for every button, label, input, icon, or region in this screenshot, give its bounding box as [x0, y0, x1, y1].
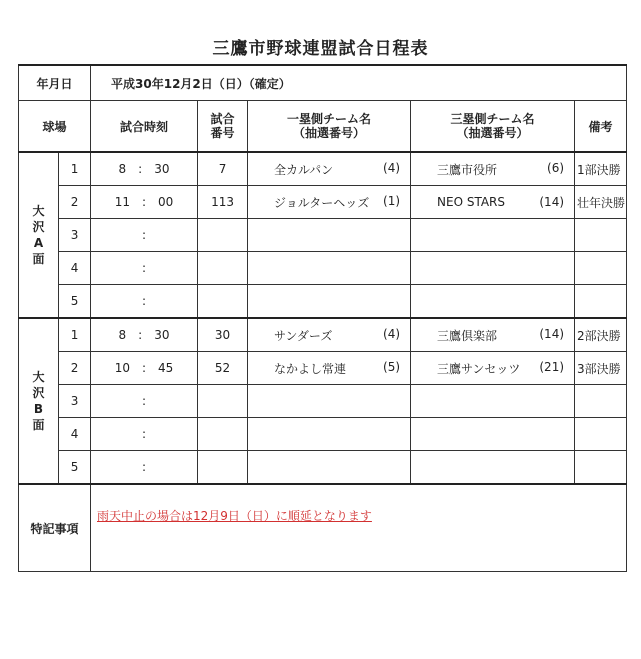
time-hour: 8	[118, 162, 127, 176]
third-base-team	[411, 352, 575, 385]
venue-char: B	[33, 402, 44, 416]
third-base-team	[411, 318, 575, 352]
row-number: 4	[59, 418, 91, 451]
remarks: 3部決勝	[575, 352, 627, 385]
time-hour: 8	[118, 328, 127, 342]
third-base-team	[411, 418, 575, 451]
table-row	[19, 152, 627, 186]
time-hour: 11	[114, 195, 130, 209]
row-number: 5	[59, 285, 91, 319]
team-name: ジョルターヘッズ	[274, 195, 370, 210]
row-number: 1	[59, 152, 91, 186]
header-time: 試合時刻	[91, 101, 198, 153]
team-name: なかよし常連	[274, 361, 347, 376]
team-name: 三鷹倶楽部	[437, 328, 498, 343]
game-time	[91, 285, 198, 319]
header-first-team	[248, 101, 411, 153]
page-title: 三鷹市野球連盟試合日程表	[212, 39, 429, 59]
date-row	[19, 65, 627, 101]
team-name: NEO STARS	[437, 195, 506, 209]
schedule-table	[18, 64, 627, 572]
row-number: 3	[59, 219, 91, 252]
table-row	[19, 186, 627, 219]
header-remarks: 備考	[575, 101, 627, 153]
notes-text: 雨天中止の場合は12月9日（日）に順延となります	[91, 484, 627, 572]
remarks: 1部決勝	[575, 152, 627, 186]
time-separator: :	[138, 328, 143, 342]
table-row	[19, 451, 627, 485]
time-minute: 45	[158, 361, 174, 375]
game-number	[198, 451, 248, 485]
game-number: 113	[198, 186, 248, 219]
first-base-team	[248, 285, 411, 319]
table-row	[19, 418, 627, 451]
remarks	[575, 285, 627, 319]
draw-number: (14)	[539, 326, 565, 341]
venue-char: A	[33, 236, 44, 250]
header-third-team-line2: （抽選番号）	[456, 126, 529, 140]
header-venue: 球場	[19, 101, 91, 153]
header-first-team-line2: （抽選番号）	[293, 126, 366, 140]
game-time	[91, 186, 198, 219]
game-time	[91, 352, 198, 385]
remarks: 壮年決勝	[575, 186, 627, 219]
game-time	[91, 318, 198, 352]
draw-number: (1)	[383, 193, 401, 208]
date-value: 平成30年12月2日（日）（確定）	[91, 65, 627, 101]
third-base-team	[411, 186, 575, 219]
remarks	[575, 385, 627, 418]
header-game-no-line2: 番号	[210, 126, 235, 140]
time-separator: :	[141, 195, 147, 209]
row-number: 1	[59, 318, 91, 352]
time-separator: :	[141, 427, 147, 441]
game-number: 30	[198, 318, 248, 352]
draw-number: (5)	[383, 359, 401, 374]
first-base-team	[248, 252, 411, 285]
draw-number: (4)	[383, 326, 401, 341]
table-row	[19, 285, 627, 319]
venue-char: 沢	[32, 386, 45, 400]
time-separator: :	[141, 228, 147, 242]
time-minute: 30	[154, 328, 170, 342]
venue-char: 大	[32, 370, 45, 384]
notes-row	[19, 484, 627, 572]
time-separator: :	[141, 261, 147, 275]
game-number: 52	[198, 352, 248, 385]
date-label: 年月日	[19, 65, 91, 101]
venue-char: 大	[32, 204, 45, 218]
game-number	[198, 385, 248, 418]
time-separator: :	[141, 460, 147, 474]
table-row	[19, 385, 627, 418]
remarks	[575, 418, 627, 451]
time-separator: :	[141, 361, 147, 375]
team-name: 三鷹サンセッツ	[437, 361, 521, 376]
third-base-team	[411, 219, 575, 252]
game-time	[91, 252, 198, 285]
game-number: 7	[198, 152, 248, 186]
game-time	[91, 385, 198, 418]
remarks: 2部決勝	[575, 318, 627, 352]
draw-number: (4)	[383, 160, 401, 175]
table-row	[19, 318, 627, 352]
venue-char: 沢	[32, 220, 45, 234]
time-minute: 00	[158, 195, 174, 209]
game-number	[198, 285, 248, 319]
first-base-team	[248, 352, 411, 385]
remarks	[575, 451, 627, 485]
team-name: 全カルパン	[274, 162, 334, 177]
table-row	[19, 352, 627, 385]
third-base-team	[411, 285, 575, 319]
first-base-team	[248, 451, 411, 485]
game-time	[91, 152, 198, 186]
game-time	[91, 451, 198, 485]
time-separator: :	[141, 394, 147, 408]
row-number: 2	[59, 186, 91, 219]
table-row	[19, 252, 627, 285]
time-separator: :	[138, 162, 143, 176]
table-row	[19, 219, 627, 252]
venue-name-a	[19, 152, 59, 318]
third-base-team	[411, 385, 575, 418]
team-name: 三鷹市役所	[437, 162, 498, 177]
first-base-team	[248, 186, 411, 219]
time-separator: :	[141, 294, 147, 308]
row-number: 5	[59, 451, 91, 485]
notes-label: 特記事項	[19, 484, 91, 572]
remarks	[575, 252, 627, 285]
row-number: 4	[59, 252, 91, 285]
header-game-no	[198, 101, 248, 153]
row-number: 2	[59, 352, 91, 385]
venue-char: 面	[32, 418, 45, 432]
header-first-team-line1: 一塁側チーム名	[287, 112, 372, 126]
third-base-team	[411, 451, 575, 485]
first-base-team	[248, 219, 411, 252]
header-third-team-line1: 三塁側チーム名	[450, 112, 535, 126]
draw-number: (21)	[539, 359, 565, 374]
header-row	[19, 101, 627, 153]
draw-number: (6)	[547, 160, 565, 175]
game-number	[198, 219, 248, 252]
game-time	[91, 219, 198, 252]
first-base-team	[248, 152, 411, 186]
first-base-team	[248, 418, 411, 451]
time-hour: 10	[114, 361, 130, 375]
row-number: 3	[59, 385, 91, 418]
third-base-team	[411, 252, 575, 285]
first-base-team	[248, 318, 411, 352]
venue-name-b	[19, 318, 59, 484]
first-base-team	[248, 385, 411, 418]
team-name: サンダーズ	[274, 328, 333, 343]
header-third-team	[411, 101, 575, 153]
game-number	[198, 418, 248, 451]
draw-number: (14)	[539, 195, 565, 209]
time-minute: 30	[154, 162, 170, 176]
venue-char: 面	[32, 252, 45, 266]
third-base-team	[411, 152, 575, 186]
header-game-no-line1: 試合	[210, 112, 235, 126]
game-time	[91, 418, 198, 451]
remarks	[575, 219, 627, 252]
game-number	[198, 252, 248, 285]
